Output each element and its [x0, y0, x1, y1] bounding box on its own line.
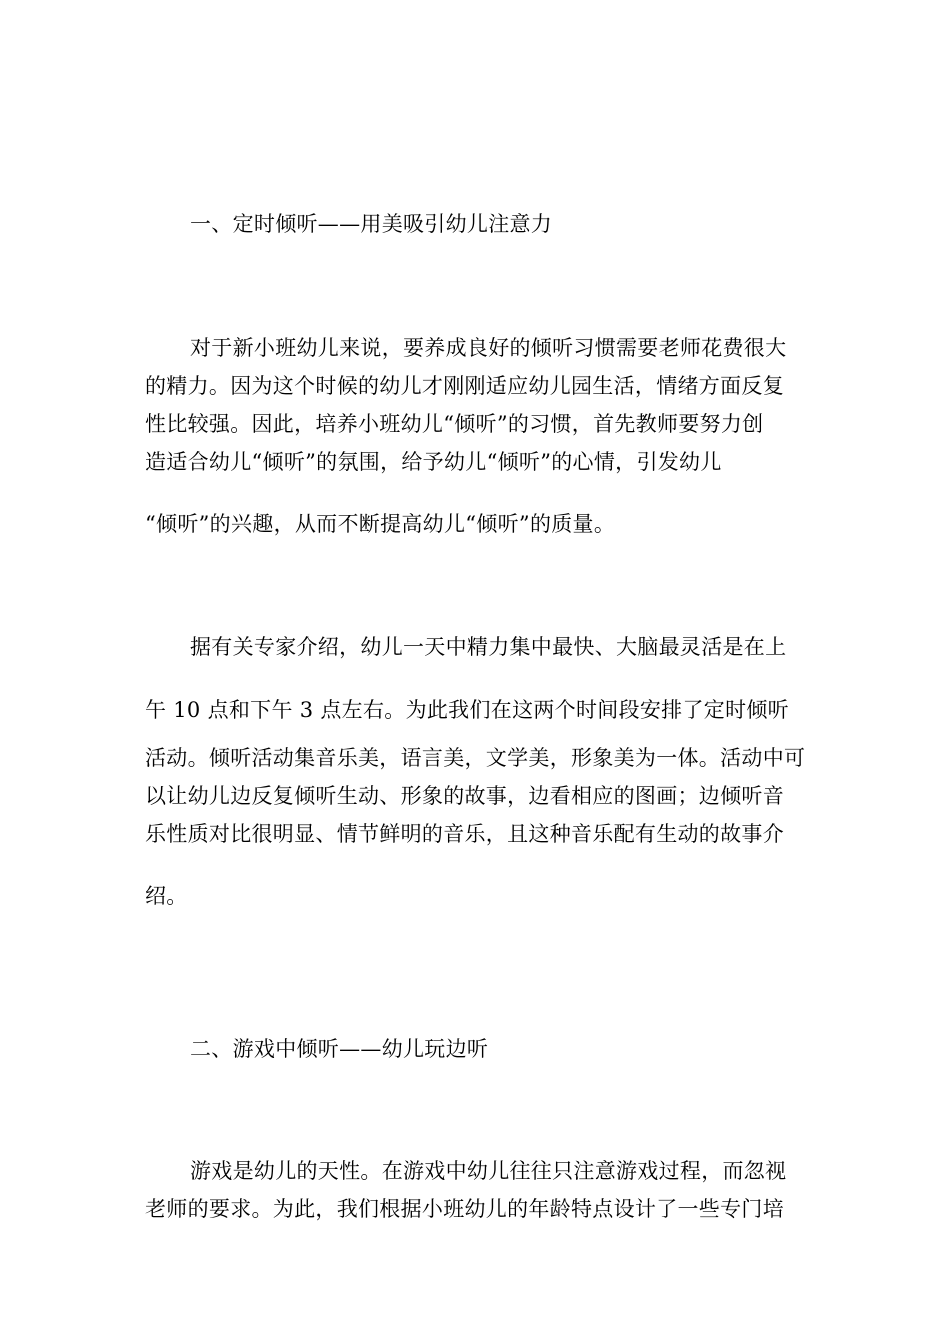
- paragraph-1-line-1: 对于新小班幼儿来说，要养成良好的倾听习惯需要老师花费很大: [190, 336, 787, 360]
- paragraph-3-line-2: 老师的要求。为此，我们根据小班幼儿的年龄特点设计了一些专门培: [145, 1197, 784, 1221]
- paragraph-1-line-4: 造适合幼儿“倾听”的氛围，给予幼儿“倾听”的心情，引发幼儿: [145, 450, 722, 474]
- paragraph-1-line-2: 的精力。因为这个时候的幼儿才刚刚适应幼儿园生活，情绪方面反复: [145, 374, 784, 398]
- paragraph-1-line-3: 性比较强。因此，培养小班幼儿“倾听”的习惯，首先教师要努力创: [145, 412, 764, 436]
- paragraph-2-line-2: 午 10 点和下午 3 点左右。为此我们在这两个时间段安排了定时倾听: [145, 698, 789, 722]
- paragraph-2-line-1: 据有关专家介绍，幼儿一天中精力集中最快、大脑最灵活是在上: [190, 635, 787, 659]
- section-heading-2: 二、游戏中倾听——幼儿玩边听: [190, 1037, 489, 1061]
- paragraph-2-line-3: 活动。倾听活动集音乐美，语言美，文学美，形象美为一体。活动中可: [145, 746, 806, 770]
- paragraph-2-line-5: 乐性质对比很明显、情节鲜明的音乐，且这种音乐配有生动的故事介: [145, 822, 784, 846]
- paragraph-2-line-6: 绍。: [145, 884, 188, 908]
- paragraph-2-line-4: 以让幼儿边反复倾听生动、形象的故事，边看相应的图画；边倾听音: [145, 784, 784, 808]
- paragraph-3-line-1: 游戏是幼儿的天性。在游戏中幼儿往往只注意游戏过程，而忽视: [190, 1159, 787, 1183]
- section-heading-1: 一、定时倾听——用美吸引幼儿注意力: [190, 212, 553, 236]
- paragraph-1-line-5: “倾听”的兴趣，从而不断提高幼儿“倾听”的质量。: [145, 512, 616, 536]
